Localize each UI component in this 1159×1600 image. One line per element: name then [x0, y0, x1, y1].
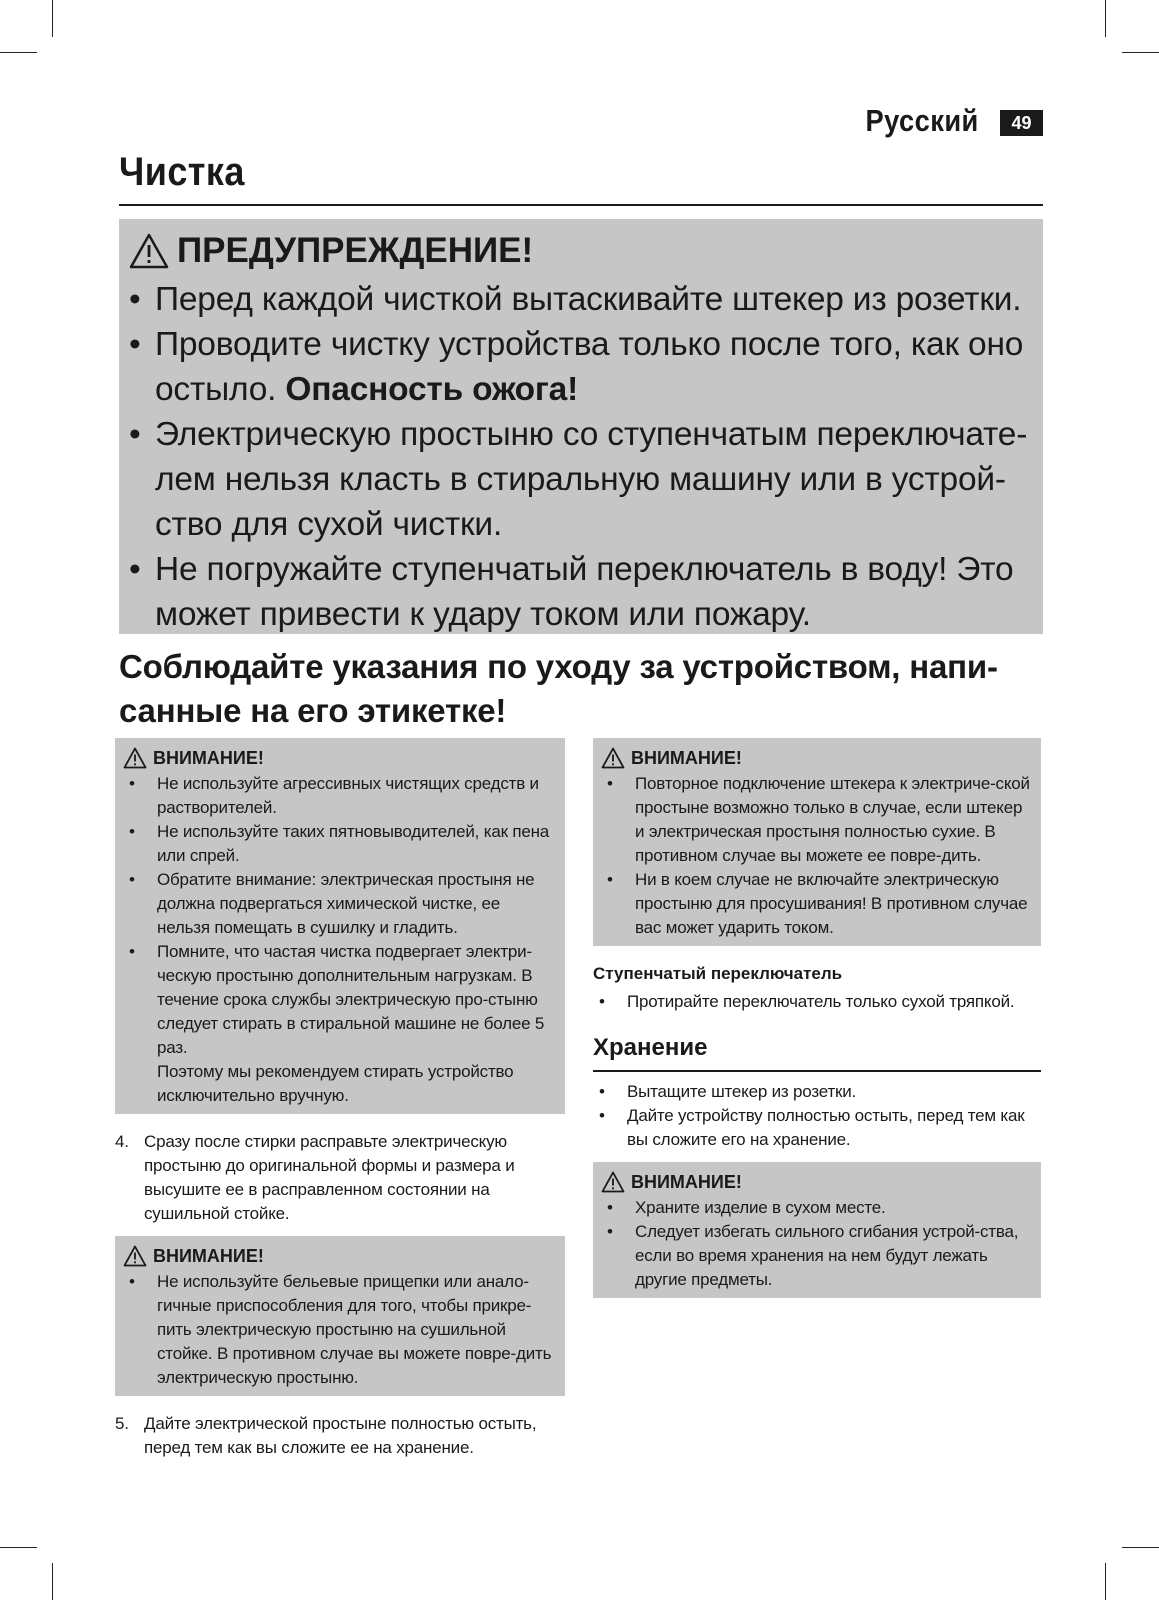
crop-mark [0, 1547, 37, 1548]
attention-box [115, 1236, 565, 1396]
warning-triangle-icon [129, 233, 169, 269]
page-number: 49 [1000, 110, 1043, 136]
warning-triangle-icon [123, 1245, 147, 1267]
warning-triangle-icon [601, 1171, 625, 1193]
attention-item: • Помните, что частая чистка подвергает электри-ческую простыню дополнительным нагрузкам. В течение срока службы электрическую про-стыню следует стирать в стиральной машине не более 5 раз. [123, 940, 557, 1060]
page-title: Чистка [119, 150, 245, 194]
attention-box [593, 1162, 1041, 1298]
attention-title: ВНИМАНИЕ! [631, 747, 742, 768]
attention-item: • Ни в коем случае не включайте электрическую простыню для просушивания! В противном случае вас может ударить током. [601, 868, 1033, 940]
storage-list [593, 1080, 1041, 1152]
warning-triangle-icon [123, 747, 147, 769]
crop-mark [0, 52, 37, 53]
storage-divider [593, 1070, 1041, 1072]
main-warning-item: • Не погружайте ступенчатый переключатель в воду! Это может привести к удару током или пожару. [129, 547, 1033, 637]
language-label: Русский [865, 103, 979, 138]
crop-mark [52, 1563, 53, 1600]
crop-mark [1122, 52, 1159, 53]
attention-box [115, 738, 565, 1114]
storage-item: • Дайте устройству полностью остыть, перед тем как вы сложите его на хранение. [593, 1104, 1041, 1152]
step-text: Дайте электрической простыне полностью остыть, перед тем как вы сложите ее на хранение. [144, 1414, 537, 1457]
switch-item: • Протирайте переключатель только сухой тряпкой. [593, 990, 1041, 1014]
title-divider [119, 204, 1043, 206]
attention-item: • Не используйте агрессивных чистящих средств и растворителей. [123, 772, 557, 820]
main-warning-box [119, 219, 1043, 634]
attention-title: ВНИМАНИЕ! [153, 1245, 264, 1266]
crop-mark [1105, 0, 1106, 37]
switch-heading: Ступенчатый переключатель [593, 964, 843, 983]
storage-heading: Хранение [593, 1034, 708, 1061]
switch-list [593, 990, 1041, 1014]
main-warning-item: • Перед каждой чисткой вытаскивайте штекер из розетки. [129, 277, 1033, 322]
attention-item: • Обратите внимание: электрическая простыня не должна подвергаться химической чистке, ее нельзя помещать в сушилку и гладить. [123, 868, 557, 940]
care-label-heading: Соблюдайте указания по уходу за устройством, напи-санные на его этикетке! [119, 648, 998, 729]
main-warning-title: ПРЕДУПРЕЖДЕНИЕ! [177, 231, 534, 270]
attention-item: • Следует избегать сильного сгибания устрой-ства, если во время хранения на нем будут лежать другие предметы. [601, 1220, 1033, 1292]
crop-mark [1105, 1563, 1106, 1600]
storage-section [593, 1032, 1041, 1072]
right-column [593, 738, 1041, 1298]
left-column [115, 738, 565, 1460]
step-number: 4. [115, 1132, 129, 1151]
warning-triangle-icon [601, 747, 625, 769]
step-5 [115, 1412, 565, 1460]
attention-item: • Не используйте бельевые прищепки или анало-гичные приспособления для того, чтобы прикре-пить электрическую простыню на сушильной стойке. В противном случае вы можете повре-дить электрическую простыню. [123, 1270, 557, 1390]
attention-title: ВНИМАНИЕ! [153, 747, 264, 768]
main-warning-item: • Электрическую простыню со ступенчатым переключате-лем нельзя класть в стиральную машину или в устрой-ство для сухой чистки. [129, 412, 1033, 547]
step-text: Сразу после стирки расправьте электрическую простыню до оригинальной формы и размера и высушите ее в расправленном состоянии на сушильной стойке. [144, 1132, 515, 1223]
crop-mark [1122, 1547, 1159, 1548]
attention-note: Поэтому мы рекомендуем стирать устройство исключительно вручную. [157, 1062, 514, 1105]
step-4 [115, 1130, 565, 1226]
attention-item: • Повторное подключение штекера к электриче-ской простыне возможно только в случае, если штекер и электрическая простыня полностью сухие. В противном случае вы можете ее повре-дить. [601, 772, 1033, 868]
main-warning-item: • Проводите чистку устройства только после того, как оно остыло. Опасность ожога! [129, 322, 1033, 412]
storage-item: • Вытащите штекер из розетки. [593, 1080, 1041, 1104]
attention-item: • Храните изделие в сухом месте. [601, 1196, 1033, 1220]
burn-danger-text: Опасность ожога! [285, 371, 579, 408]
crop-mark [52, 0, 53, 37]
attention-title: ВНИМАНИЕ! [631, 1171, 742, 1192]
attention-item: • Не используйте таких пятновыводителей, как пена или спрей. [123, 820, 557, 868]
step-number: 5. [115, 1414, 129, 1433]
attention-box [593, 738, 1041, 946]
